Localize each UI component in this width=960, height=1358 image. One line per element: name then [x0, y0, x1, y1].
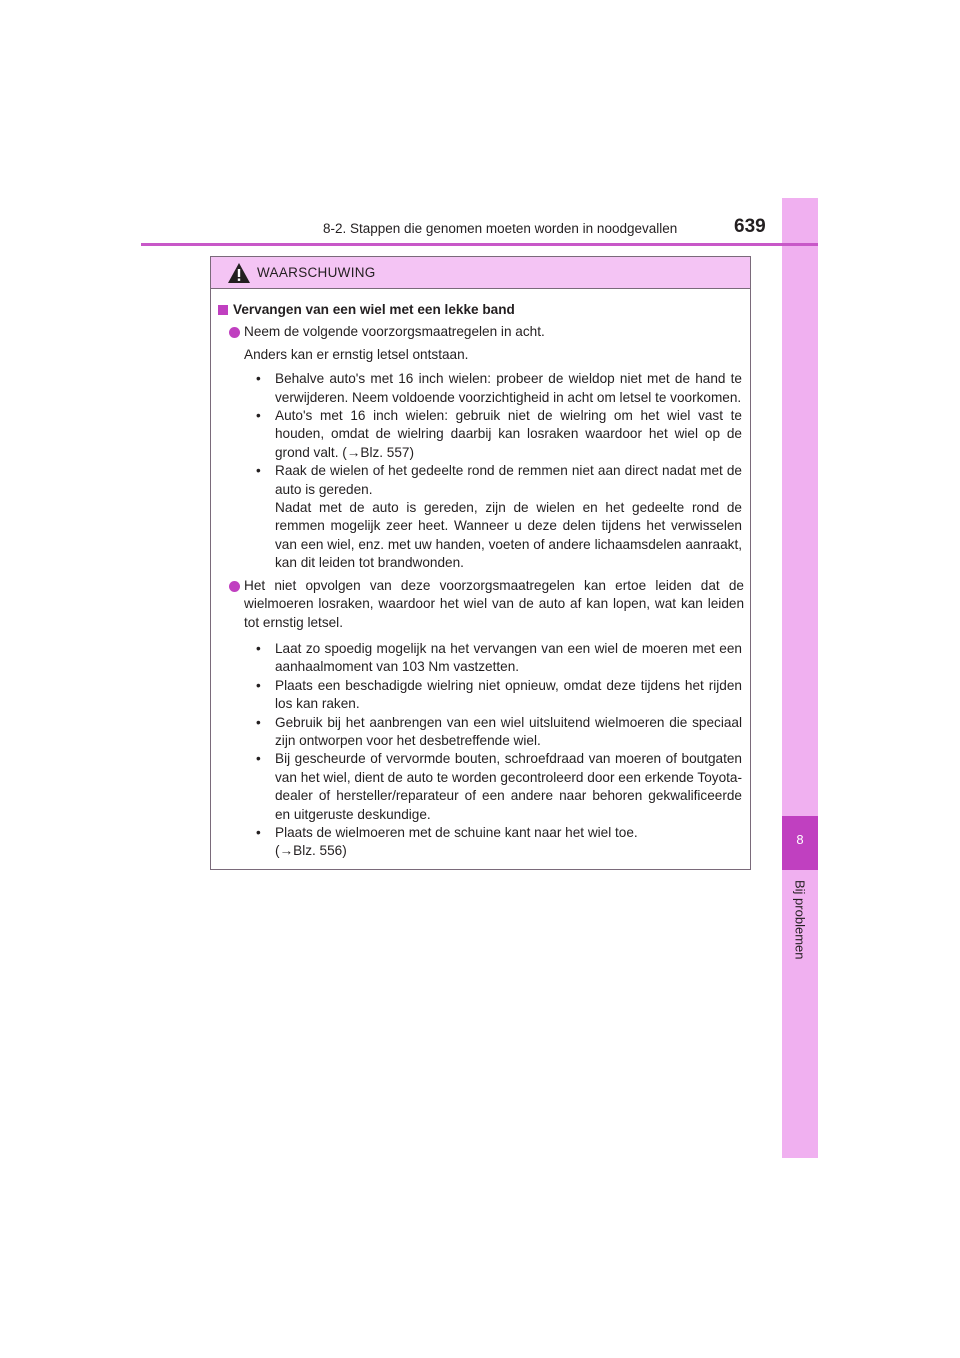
warning-body [211, 289, 750, 863]
list-item: • Raak de wielen of het gedeelte rond de remmen niet aan direct nadat met de auto is gereden. [256, 462, 742, 499]
item2-text: Het niet opvolgen van deze voorzorgsmaatregelen kan ertoe leiden dat de wielmoeren losraken, waardoor het wiel van de auto af kan lopen, wat kan leiden tot ernstig letsel. [244, 577, 744, 630]
list-item: • Plaats een beschadigde wielring niet opnieuw, omdat deze tijdens het rijden los kan raken. [256, 677, 742, 714]
warning-box [210, 256, 751, 870]
item2-bullet-list [244, 640, 744, 861]
chapter-label-text: Bij problemen [792, 880, 808, 960]
page-number: 639 [734, 216, 766, 237]
chapter-side-tab [782, 198, 818, 1158]
square-bullet-icon [218, 305, 228, 315]
warning-item-2 [217, 577, 744, 863]
list-item: • Gebruik bij het aanbrengen van een wiel uitsluitend wielmoeren die speciaal zijn ontworpen voor het desbetreffende wiel. [256, 714, 742, 751]
warning-heading-text: Vervangen van een wiel met een lekke band [233, 302, 515, 317]
header-divider [141, 243, 818, 246]
list-item: • Plaats de wielmoeren met de schuine kant naar het wiel toe. [256, 824, 742, 842]
list-item: • Auto's met 16 inch wielen: gebruik niet de wielring om het wiel vast te houden, omdat de wielring daarbij kan losraken waardoor het wiel op de grond valt. (→Blz. 557) [256, 407, 742, 462]
list-item: • Bij gescheurde of vervormde bouten, schroefdraad van moeren of boutgaten van het wiel, dient de auto te worden gecontroleerd door een erkende Toyota-dealer of hersteller/reparateur of een andere naar behoren gekwalificeerde en uitgeruste deskundige. [256, 750, 742, 824]
warning-title: WAARSCHUWING [257, 265, 376, 280]
circle-bullet-icon [229, 327, 240, 338]
list-item-continuation [256, 499, 742, 573]
page-reference-link[interactable]: (→Blz. 556) [275, 843, 347, 859]
warning-header [211, 257, 750, 289]
list-item: • Laat zo spoedig mogelijk na het vervangen van een wiel de moeren met een aanhaalmoment van 103 Nm vastzetten. [256, 640, 742, 677]
list-item: • Behalve auto's met 16 inch wielen: probeer de wieldop niet met de hand te verwijderen. Neem voldoende voorzichtigheid in acht om letsel te voorkomen. [256, 370, 742, 407]
item1-line2: Anders kan er ernstig letsel ontstaan. [244, 346, 469, 362]
list-item-continuation [256, 842, 742, 860]
section-title: 8-2. Stappen die genomen moeten worden in noodgevallen [323, 221, 678, 236]
item1-line1: Neem de volgende voorzorgsmaatregelen in acht. [244, 324, 545, 340]
chapter-label [785, 880, 815, 975]
warning-item-1 [217, 323, 744, 574]
item1-bullet-list [244, 370, 744, 572]
chapter-number: 8 [796, 832, 804, 847]
warning-triangle-icon [227, 262, 251, 284]
circle-bullet-icon [229, 581, 240, 592]
warning-heading [217, 301, 744, 319]
continuation-text: Nadat met de auto is gereden, zijn de wielen en het gedeelte rond de remmen mogelijk zeer heet. Wanneer u deze delen tijdens het verwisselen van een wiel, enz. met uw handen, voeten of andere lichaamsdelen aanraakt, kan dit leiden tot brandwonden. [275, 500, 742, 571]
